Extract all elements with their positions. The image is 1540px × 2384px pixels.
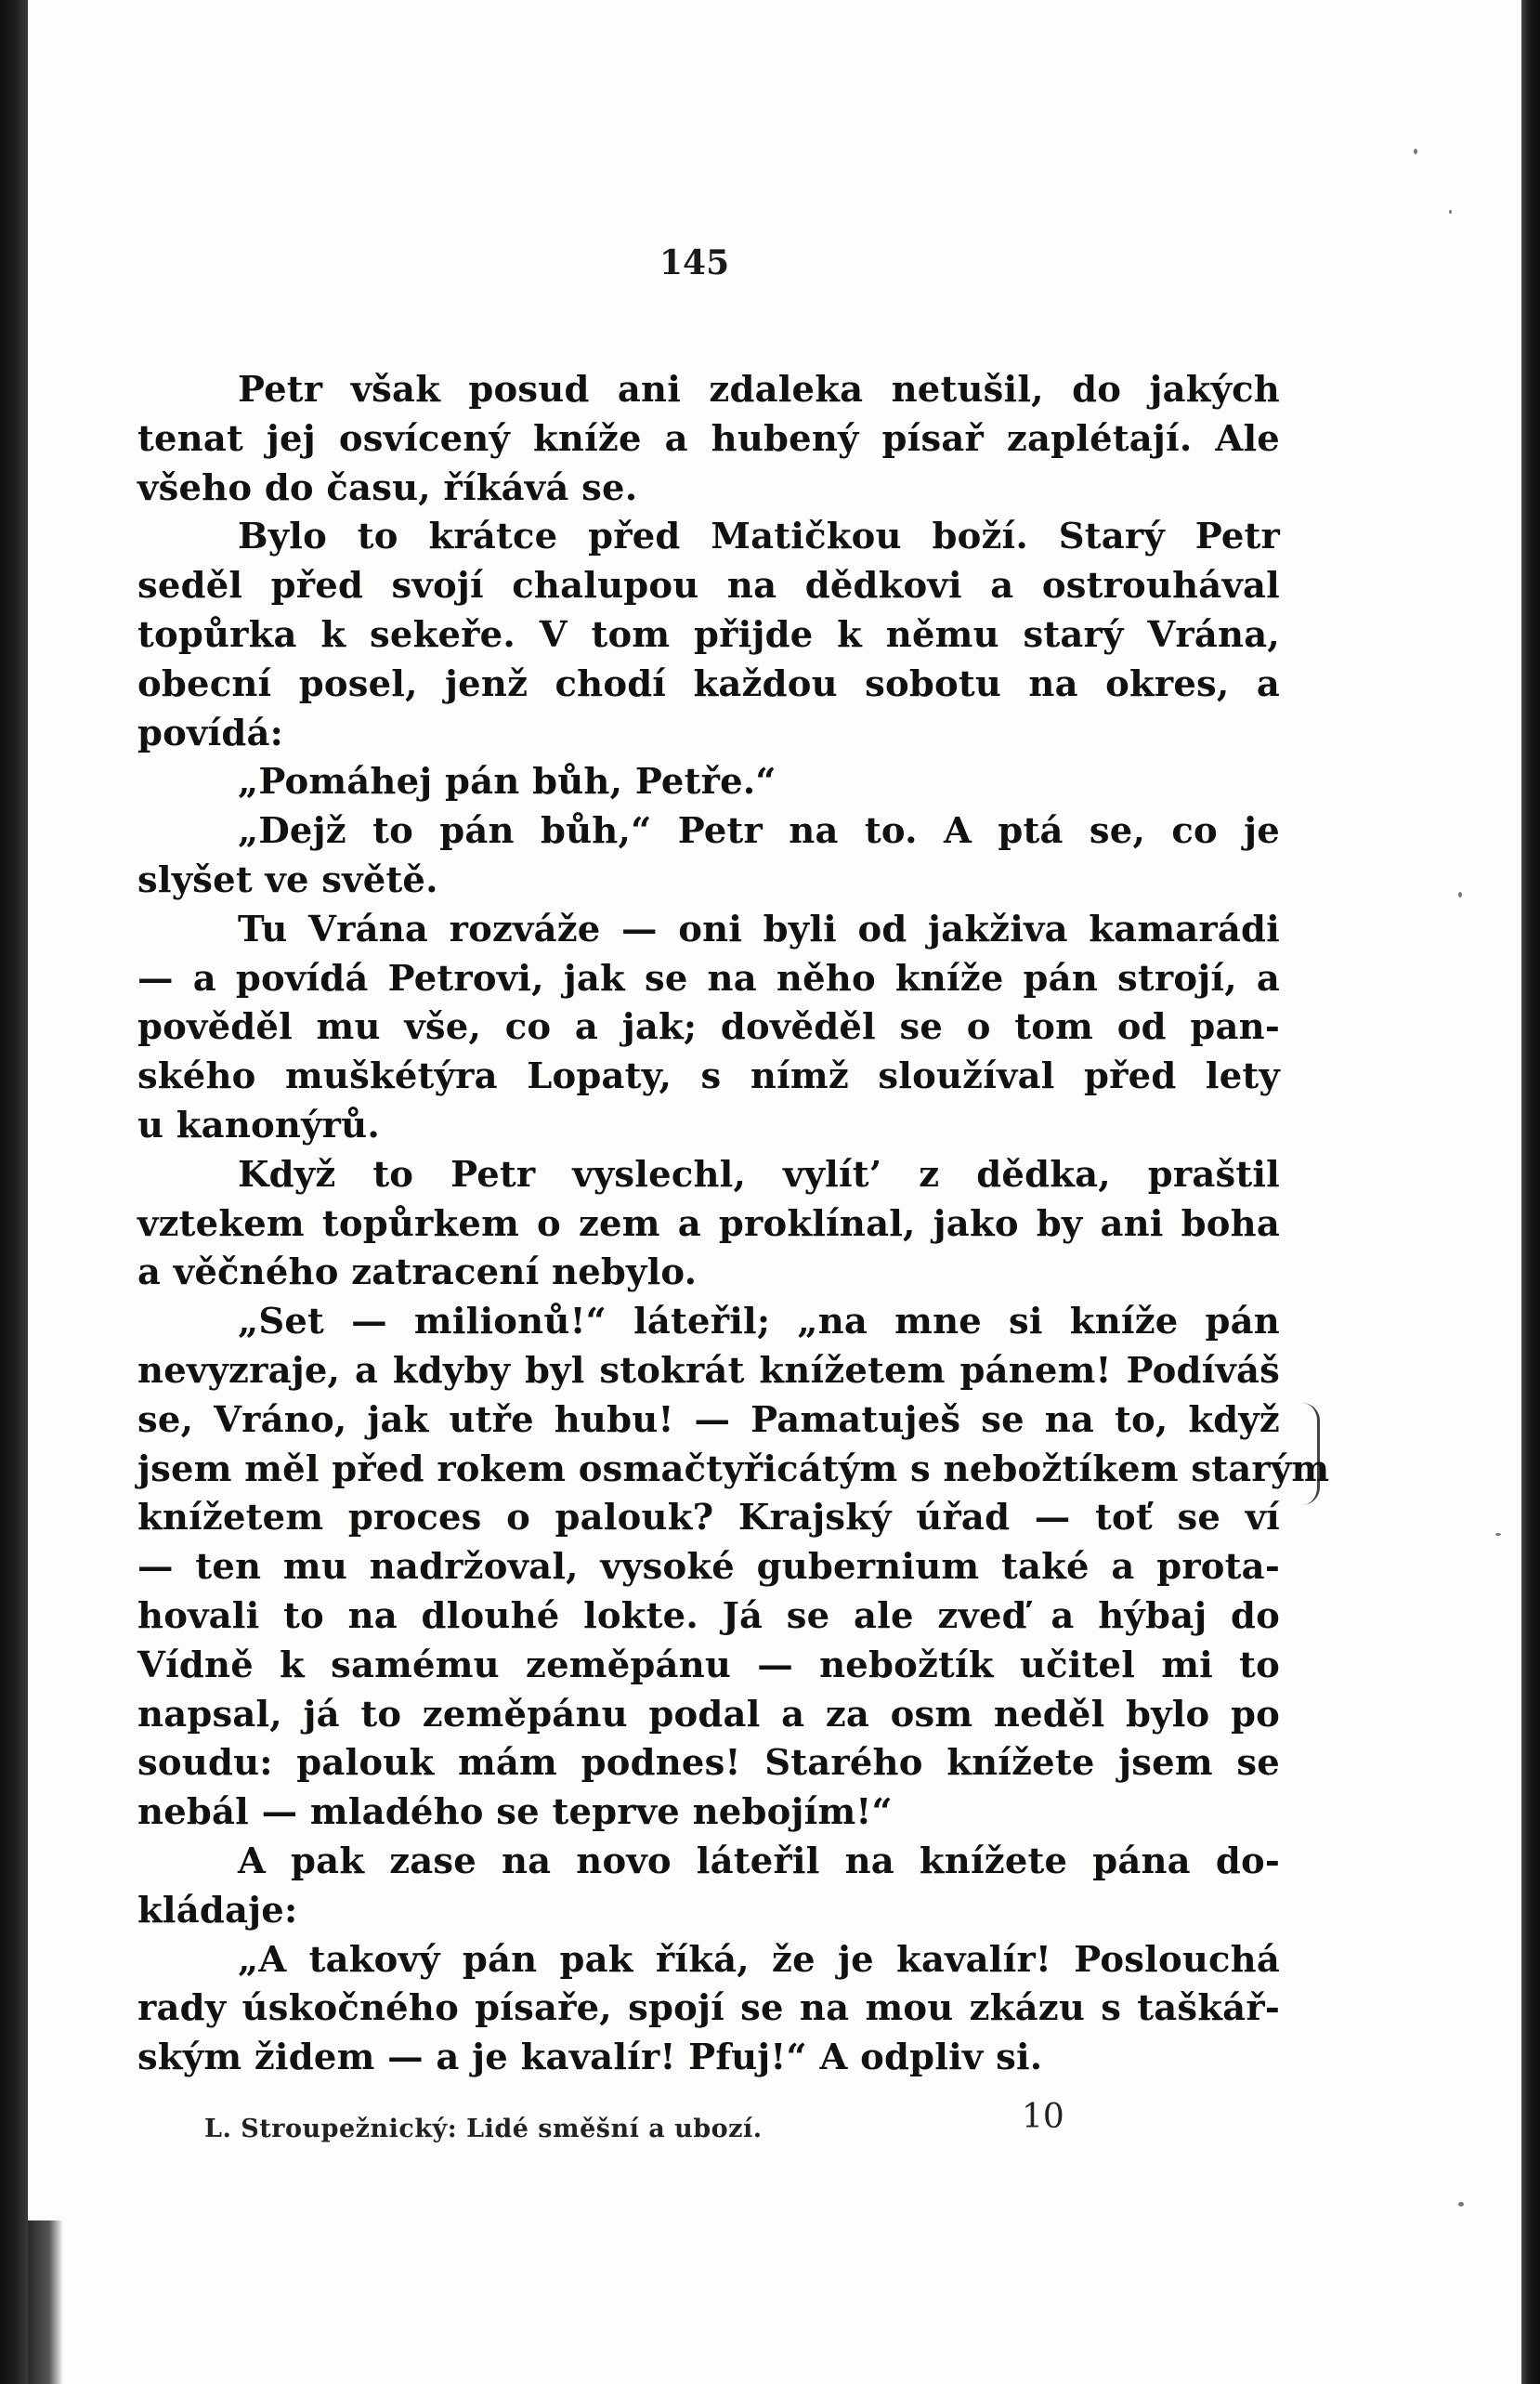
paper-speck bbox=[1414, 149, 1417, 154]
text-line: vztekem topůrkem o zem a proklínal, jako by ani boha bbox=[137, 1202, 1280, 1245]
text-line: ského muškétýra Lopaty, s nímž sloužíval před lety bbox=[137, 1055, 1280, 1098]
text-line: „Dejž to pán bůh,“ Petr na to. A ptá se, co je bbox=[238, 810, 1280, 853]
sheet-number: 10 bbox=[1022, 2098, 1064, 2136]
text-line: všeho do času, říkává se. bbox=[137, 466, 638, 509]
text-line: topůrka k sekeře. V tom přijde k němu starý Vrána, bbox=[137, 613, 1280, 656]
paper-speck bbox=[1449, 210, 1452, 214]
text-line: seděl před svojí chalupou na dědkovi a ostrouhával bbox=[137, 565, 1280, 608]
text-line: nebál — mladého se teprve nebojím!“ bbox=[137, 1791, 893, 1834]
text-line: Tu Vrána rozváže — oni byli od jakživa kamarádi bbox=[238, 908, 1280, 950]
text-line: kládaje: bbox=[137, 1889, 298, 1932]
text-line: u kanonýrů. bbox=[137, 1104, 380, 1146]
text-line: Když to Petr vyslechl, vylít’ z dědka, praštil bbox=[238, 1153, 1280, 1196]
text-line: knížetem proces o palouk? Krajský úřad — toť se ví bbox=[137, 1497, 1280, 1539]
text-line: — ten mu nadržoval, vysoké gubernium také a prota- bbox=[137, 1546, 1280, 1589]
footer-signature: L. Stroupežnický: Lidé směšní a ubozí. bbox=[204, 2115, 763, 2143]
text-line: „Pomáhej pán bůh, Petře.“ bbox=[238, 761, 777, 804]
scan-edge-shadow bbox=[28, 2220, 63, 2384]
page-footer bbox=[28, 2098, 1521, 2154]
scan-edge-left bbox=[0, 0, 28, 2384]
text-line: — a povídá Petrovi, jak se na něho kníže pán strojí, a bbox=[137, 957, 1280, 1000]
text-line: A pak zase na novo láteřil na knížete pána do- bbox=[238, 1840, 1280, 1882]
text-line: „A takový pán pak říká, že je kavalír! Poslouchá bbox=[238, 1938, 1280, 1981]
paper-speck bbox=[1495, 1533, 1501, 1536]
paper-speck bbox=[1458, 2202, 1464, 2207]
text-line: jsem měl před rokem osmačtyřicátým s nebožtíkem starým bbox=[137, 1447, 1330, 1490]
text-line: a věčného zatracení nebylo. bbox=[137, 1251, 698, 1294]
text-line: nevyzraje, a kdyby byl stokrát knížetem pánem! Podíváš bbox=[137, 1349, 1280, 1392]
text-line: hovali to na dlouhé lokte. Já se ale zveď a hýbaj do bbox=[137, 1594, 1280, 1637]
text-line: soudu: palouk mám podnes! Starého knížete jsem se bbox=[137, 1742, 1280, 1785]
text-line: rady úskočného písaře, spojí se na mou zkázu s taškář- bbox=[137, 1987, 1280, 2030]
text-line: se, Vráno, jak utře hubu! — Pamatuješ se na to, když bbox=[137, 1398, 1280, 1441]
text-line: Vídně k samému zeměpánu — nebožtík učitel mi to bbox=[137, 1644, 1280, 1686]
text-line: slyšet ve světě. bbox=[137, 858, 438, 901]
text-line: pověděl mu vše, co a jak; dověděl se o tom od pan- bbox=[137, 1006, 1280, 1049]
body-text bbox=[137, 366, 1330, 2083]
text-line: Petr však posud ani zdaleka netušil, do jakých bbox=[238, 369, 1280, 411]
text-line: ským židem — a je kavalír! Pfuj!“ A odpliv si. bbox=[137, 2037, 1043, 2079]
text-line: obecní posel, jenž chodí každou sobotu na okres, a bbox=[137, 662, 1280, 705]
text-line: napsal, já to zeměpánu podal a za osm neděl bylo po bbox=[137, 1693, 1280, 1736]
scan-edge-right bbox=[1521, 0, 1540, 2384]
page-number: 145 bbox=[659, 243, 730, 282]
text-line: „Set — milionů!“ láteřil; „na mne si kníže pán bbox=[238, 1301, 1280, 1343]
paper-speck bbox=[1458, 892, 1462, 897]
text-line: tenat jej osvícený kníže a hubený písař zaplétají. Ale bbox=[137, 417, 1280, 460]
text-line: povídá: bbox=[137, 712, 284, 754]
book-page bbox=[28, 0, 1521, 2384]
text-line: Bylo to krátce před Matičkou boží. Starý Petr bbox=[238, 516, 1280, 558]
